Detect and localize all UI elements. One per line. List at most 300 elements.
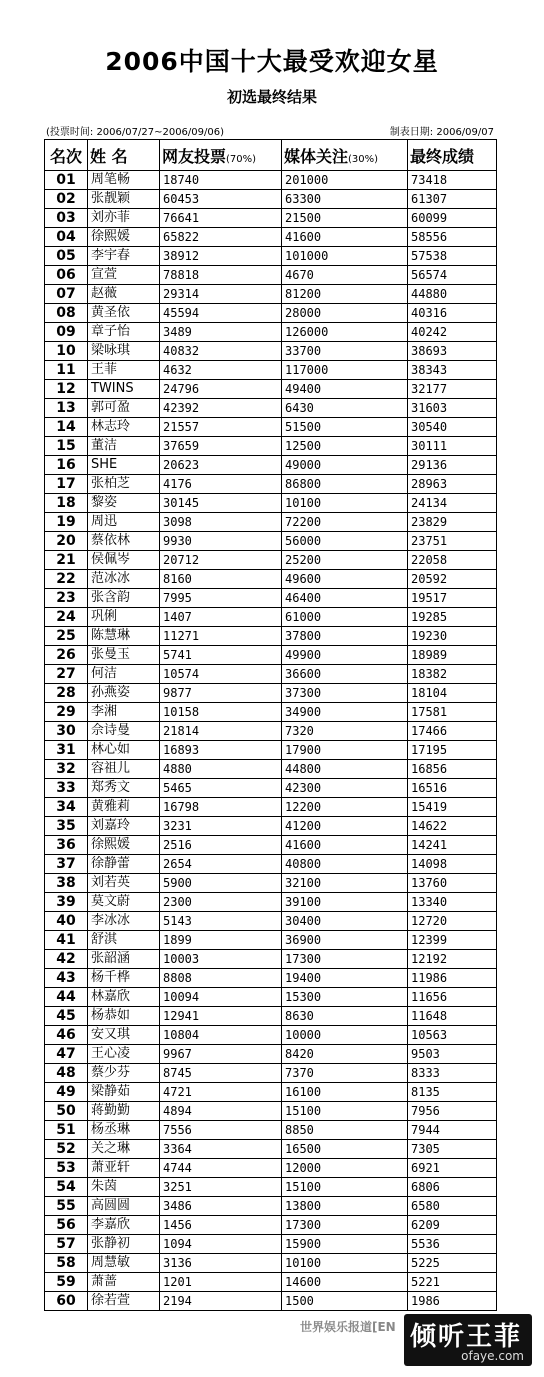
final-cell: 30540 [408,418,497,437]
final-cell: 28963 [408,475,497,494]
media-cell: 16100 [282,1083,408,1102]
name-cell: 李湘 [88,703,160,722]
table-row [45,1064,497,1083]
vote-cell: 3486 [160,1197,282,1216]
media-cell: 21500 [282,209,408,228]
final-cell: 8135 [408,1083,497,1102]
final-cell: 7944 [408,1121,497,1140]
media-cell: 25200 [282,551,408,570]
media-cell: 16500 [282,1140,408,1159]
vote-cell: 38912 [160,247,282,266]
final-cell: 20592 [408,570,497,589]
table-row [45,684,497,703]
vote-cell: 8808 [160,969,282,988]
final-cell: 29136 [408,456,497,475]
name-cell: 刘亦菲 [88,209,160,228]
final-cell: 32177 [408,380,497,399]
page-subtitle: 初选最终结果 [226,88,317,106]
vote-cell: 9967 [160,1045,282,1064]
vote-cell: 16893 [160,741,282,760]
final-cell: 13340 [408,893,497,912]
name-cell: 刘嘉玲 [88,817,160,836]
media-cell: 19400 [282,969,408,988]
header-rank: 名次 [45,140,88,171]
name-cell: 周迅 [88,513,160,532]
name-cell: 李嘉欣 [88,1216,160,1235]
table-row [45,1045,497,1064]
final-cell: 18104 [408,684,497,703]
final-cell: 11648 [408,1007,497,1026]
final-cell: 14622 [408,817,497,836]
header-media-label: 媒体关注 [284,146,349,166]
name-cell: 林志玲 [88,418,160,437]
name-cell: 孙燕姿 [88,684,160,703]
media-cell: 56000 [282,532,408,551]
name-cell: 何洁 [88,665,160,684]
media-cell: 17900 [282,741,408,760]
rank-cell: 53 [45,1159,88,1178]
name-cell: 徐静蕾 [88,855,160,874]
table-row [45,1140,497,1159]
name-cell: 宣萱 [88,266,160,285]
name-cell: 徐熙媛 [88,228,160,247]
rank-cell: 46 [45,1026,88,1045]
name-cell: 安又琪 [88,1026,160,1045]
vote-cell: 9930 [160,532,282,551]
name-cell: 舒淇 [88,931,160,950]
media-cell: 34900 [282,703,408,722]
final-cell: 5225 [408,1254,497,1273]
table-row [45,532,497,551]
table-row [45,931,497,950]
vote-cell: 21557 [160,418,282,437]
media-cell: 41200 [282,817,408,836]
media-cell: 15100 [282,1102,408,1121]
table-row [45,1121,497,1140]
header-vote-pct: (70%) [226,153,257,165]
name-cell: 黄雅莉 [88,798,160,817]
vote-cell: 10094 [160,988,282,1007]
rank-cell: 20 [45,532,88,551]
media-cell: 36600 [282,665,408,684]
vote-cell: 3364 [160,1140,282,1159]
final-cell: 17195 [408,741,497,760]
final-cell: 5536 [408,1235,497,1254]
vote-cell: 65822 [160,228,282,247]
name-cell: 董洁 [88,437,160,456]
final-cell: 38693 [408,342,497,361]
name-cell: 蔡依林 [88,532,160,551]
media-cell: 8630 [282,1007,408,1026]
table-row [45,513,497,532]
final-cell: 61307 [408,190,497,209]
name-cell: 朱茵 [88,1178,160,1197]
table-row [45,779,497,798]
rank-cell: 32 [45,760,88,779]
rank-cell: 19 [45,513,88,532]
table-row [45,817,497,836]
final-cell: 11986 [408,969,497,988]
media-cell: 37800 [282,627,408,646]
table-row [45,1159,497,1178]
final-cell: 40316 [408,304,497,323]
final-cell: 5221 [408,1273,497,1292]
header-media [282,140,408,171]
header-vote [160,140,282,171]
name-cell: 章子怡 [88,323,160,342]
vote-cell: 5741 [160,646,282,665]
table-row [45,627,497,646]
media-cell: 15300 [282,988,408,1007]
rank-cell: 60 [45,1292,88,1311]
vote-cell: 16798 [160,798,282,817]
table-row [45,836,497,855]
final-cell: 7956 [408,1102,497,1121]
rank-cell: 15 [45,437,88,456]
vote-cell: 10158 [160,703,282,722]
media-cell: 39100 [282,893,408,912]
vote-cell: 4880 [160,760,282,779]
name-cell: 李宇春 [88,247,160,266]
rank-cell: 57 [45,1235,88,1254]
name-cell: 萧蔷 [88,1273,160,1292]
final-cell: 17581 [408,703,497,722]
table-row [45,1026,497,1045]
table-row [45,741,497,760]
final-cell: 7305 [408,1140,497,1159]
name-cell: 梁咏琪 [88,342,160,361]
media-cell: 51500 [282,418,408,437]
vote-cell: 1456 [160,1216,282,1235]
rank-cell: 27 [45,665,88,684]
vote-cell: 9877 [160,684,282,703]
final-cell: 17466 [408,722,497,741]
final-cell: 15419 [408,798,497,817]
table-row [45,228,497,247]
table-row [45,361,497,380]
media-cell: 7320 [282,722,408,741]
media-cell: 49600 [282,570,408,589]
vote-cell: 8160 [160,570,282,589]
final-cell: 31603 [408,399,497,418]
logo-domain: ofaye.com [461,1349,524,1363]
media-cell: 4670 [282,266,408,285]
rank-cell: 26 [45,646,88,665]
table-row [45,190,497,209]
rank-cell: 09 [45,323,88,342]
final-cell: 6580 [408,1197,497,1216]
rank-cell: 23 [45,589,88,608]
table-row [45,912,497,931]
table-row [45,988,497,1007]
final-cell: 44880 [408,285,497,304]
table-row [45,399,497,418]
vote-cell: 3251 [160,1178,282,1197]
rank-cell: 01 [45,171,88,190]
vote-cell: 4744 [160,1159,282,1178]
media-cell: 15100 [282,1178,408,1197]
name-cell: 徐若萱 [88,1292,160,1311]
rank-cell: 40 [45,912,88,931]
rank-cell: 03 [45,209,88,228]
vote-cell: 4894 [160,1102,282,1121]
table-row [45,760,497,779]
table-date: 制表日期: 2006/09/07 [389,127,494,138]
vote-cell: 5143 [160,912,282,931]
vote-cell: 78818 [160,266,282,285]
table-row [45,323,497,342]
table-row [45,855,497,874]
media-cell: 1500 [282,1292,408,1311]
vote-cell: 29314 [160,285,282,304]
rank-cell: 05 [45,247,88,266]
rank-cell: 54 [45,1178,88,1197]
vote-cell: 45594 [160,304,282,323]
media-cell: 44800 [282,760,408,779]
media-cell: 12500 [282,437,408,456]
rank-cell: 58 [45,1254,88,1273]
rank-cell: 08 [45,304,88,323]
table-row [45,608,497,627]
vote-cell: 7995 [160,589,282,608]
rank-cell: 35 [45,817,88,836]
media-cell: 86800 [282,475,408,494]
final-cell: 24134 [408,494,497,513]
table-row [45,304,497,323]
vote-cell: 40832 [160,342,282,361]
vote-cell: 24796 [160,380,282,399]
name-cell: 杨千桦 [88,969,160,988]
rank-cell: 29 [45,703,88,722]
final-cell: 73418 [408,171,497,190]
rank-cell: 24 [45,608,88,627]
rank-cell: 25 [45,627,88,646]
media-cell: 17300 [282,1216,408,1235]
header-vote-label: 网友投票 [162,146,227,166]
rank-cell: 52 [45,1140,88,1159]
vote-cell: 8745 [160,1064,282,1083]
media-cell: 49000 [282,456,408,475]
vote-cell: 10574 [160,665,282,684]
name-cell: 黄圣依 [88,304,160,323]
final-cell: 60099 [408,209,497,228]
vote-cell: 1201 [160,1273,282,1292]
media-cell: 61000 [282,608,408,627]
vote-cell: 76641 [160,209,282,228]
media-cell: 117000 [282,361,408,380]
media-cell: 201000 [282,171,408,190]
final-cell: 6806 [408,1178,497,1197]
name-cell: 佘诗曼 [88,722,160,741]
table-row [45,494,497,513]
final-cell: 18382 [408,665,497,684]
media-cell: 12000 [282,1159,408,1178]
header-name: 姓 名 [88,140,160,171]
vote-cell: 3231 [160,817,282,836]
final-cell: 22058 [408,551,497,570]
name-cell: 范冰冰 [88,570,160,589]
media-cell: 10000 [282,1026,408,1045]
table-row [45,950,497,969]
name-cell: 郑秀文 [88,779,160,798]
name-cell: 杨恭如 [88,1007,160,1026]
table-row [45,1292,497,1311]
vote-cell: 3098 [160,513,282,532]
media-cell: 6430 [282,399,408,418]
vote-cell: 5900 [160,874,282,893]
media-cell: 10100 [282,494,408,513]
final-cell: 16516 [408,779,497,798]
name-cell: 郭可盈 [88,399,160,418]
table-row [45,437,497,456]
media-cell: 41600 [282,836,408,855]
media-cell: 49400 [282,380,408,399]
vote-cell: 11271 [160,627,282,646]
name-cell: 刘若英 [88,874,160,893]
table-row [45,171,497,190]
final-cell: 12399 [408,931,497,950]
vote-cell: 3136 [160,1254,282,1273]
table-row [45,209,497,228]
final-cell: 11656 [408,988,497,1007]
vote-cell: 21814 [160,722,282,741]
vote-cell: 1899 [160,931,282,950]
table-row [45,874,497,893]
rank-cell: 36 [45,836,88,855]
table-row [45,551,497,570]
rank-cell: 34 [45,798,88,817]
rank-cell: 45 [45,1007,88,1026]
final-cell: 19230 [408,627,497,646]
rank-cell: 31 [45,741,88,760]
table-row [45,418,497,437]
vote-cell: 30145 [160,494,282,513]
table-row [45,285,497,304]
media-cell: 30400 [282,912,408,931]
rank-cell: 13 [45,399,88,418]
name-cell: 张静初 [88,1235,160,1254]
final-cell: 19285 [408,608,497,627]
final-cell: 38343 [408,361,497,380]
table-row [45,475,497,494]
final-cell: 1986 [408,1292,497,1311]
name-cell: 周慧敏 [88,1254,160,1273]
name-cell: 关之琳 [88,1140,160,1159]
name-cell: 巩俐 [88,608,160,627]
rank-cell: 22 [45,570,88,589]
rank-cell: 11 [45,361,88,380]
name-cell: 周笔畅 [88,171,160,190]
final-cell: 23829 [408,513,497,532]
media-cell: 46400 [282,589,408,608]
table-row [45,1216,497,1235]
name-cell: 莫文蔚 [88,893,160,912]
media-cell: 28000 [282,304,408,323]
rank-cell: 48 [45,1064,88,1083]
media-cell: 37300 [282,684,408,703]
name-cell: 王心凌 [88,1045,160,1064]
table-row [45,969,497,988]
vote-cell: 18740 [160,171,282,190]
media-cell: 72200 [282,513,408,532]
rank-cell: 38 [45,874,88,893]
media-cell: 7370 [282,1064,408,1083]
table-row [45,1007,497,1026]
name-cell: TWINS [88,380,160,399]
rank-cell: 43 [45,969,88,988]
vote-cell: 2194 [160,1292,282,1311]
final-cell: 14098 [408,855,497,874]
name-cell: 徐熙媛 [88,836,160,855]
table-row [45,380,497,399]
media-cell: 14600 [282,1273,408,1292]
name-cell: 蒋勤勤 [88,1102,160,1121]
rank-cell: 30 [45,722,88,741]
table-row [45,342,497,361]
media-cell: 81200 [282,285,408,304]
table-row [45,1083,497,1102]
header-media-pct: (30%) [348,153,379,165]
name-cell: 容祖儿 [88,760,160,779]
rank-cell: 49 [45,1083,88,1102]
rank-cell: 47 [45,1045,88,1064]
table-row [45,1102,497,1121]
media-cell: 13800 [282,1197,408,1216]
final-cell: 8333 [408,1064,497,1083]
final-cell: 10563 [408,1026,497,1045]
final-cell: 58556 [408,228,497,247]
final-cell: 19517 [408,589,497,608]
final-cell: 12720 [408,912,497,931]
table-row [45,456,497,475]
final-cell: 16856 [408,760,497,779]
vote-cell: 12941 [160,1007,282,1026]
vote-cell: 37659 [160,437,282,456]
rank-cell: 55 [45,1197,88,1216]
vote-cell: 2300 [160,893,282,912]
media-cell: 32100 [282,874,408,893]
media-cell: 8420 [282,1045,408,1064]
table-row [45,646,497,665]
name-cell: 蔡少芬 [88,1064,160,1083]
rank-cell: 12 [45,380,88,399]
final-cell: 57538 [408,247,497,266]
table-header-row [45,140,497,171]
name-cell: 李冰冰 [88,912,160,931]
table-row [45,1197,497,1216]
rank-cell: 14 [45,418,88,437]
table-row [45,1254,497,1273]
vote-cell: 20712 [160,551,282,570]
source-credit: 世界娱乐报道[EN [300,1320,396,1334]
media-cell: 10100 [282,1254,408,1273]
rank-cell: 41 [45,931,88,950]
table-row [45,247,497,266]
media-cell: 41600 [282,228,408,247]
vote-cell: 20623 [160,456,282,475]
name-cell: 张含韵 [88,589,160,608]
name-cell: 梁静茹 [88,1083,160,1102]
final-cell: 9503 [408,1045,497,1064]
table-row [45,893,497,912]
rank-cell: 16 [45,456,88,475]
table-row [45,1235,497,1254]
rank-cell: 28 [45,684,88,703]
logo-text: 倾听王菲 [410,1322,523,1352]
media-cell: 63300 [282,190,408,209]
rank-cell: 51 [45,1121,88,1140]
media-cell: 126000 [282,323,408,342]
